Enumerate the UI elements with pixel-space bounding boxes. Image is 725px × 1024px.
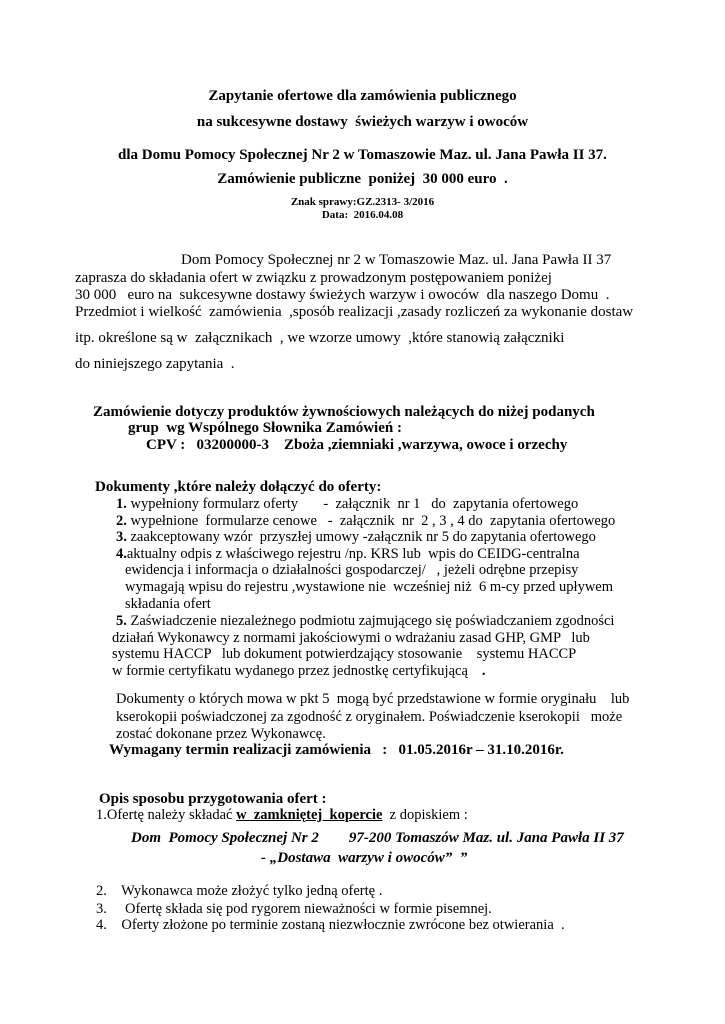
intro-line-4: Przedmiot i wielkość zamówienia ,sposób realizacji ,zasady rozliczeń za wykonanie dostaw xyxy=(75,304,634,320)
title-line-4: Zamówienie publiczne poniżej 30 000 euro . xyxy=(217,171,508,187)
point-text: z dopiskiem : xyxy=(382,807,468,823)
documents-item-5 xyxy=(116,614,614,629)
case-number: Znak sprawy:GZ.2313- 3/2016 xyxy=(290,196,435,208)
envelope-address: Dom Pomocy Społecznej Nr 2 97-200 Tomaszów Maz. ul. Jana Pawła II 37 xyxy=(131,830,624,846)
item-number: 2. xyxy=(116,513,127,529)
item-text: w formie certyfikatu wydanego przez jednostkę certyfikującą xyxy=(112,663,468,679)
documents-item-3 xyxy=(116,530,596,545)
item-number: 5. xyxy=(116,613,127,629)
preparation-point-1 xyxy=(96,808,468,823)
documents-item-1 xyxy=(116,497,578,512)
cpv-code: CPV : 03200000-3 Zboża ,ziemniaki ,warzywa, owoce i orzechy xyxy=(146,437,568,453)
point-text: 1.Ofertę należy składać xyxy=(96,807,237,823)
item-number: 3. xyxy=(116,529,127,545)
cpv-line-2: grup wg Wspólnego Słownika Zamówień : xyxy=(128,420,402,436)
documents-item-2 xyxy=(116,514,615,529)
intro-line-3: 30 000 euro na sukcesywne dostawy świeżych warzyw i owoców dla naszego Domu . xyxy=(75,287,610,303)
title-line-3: dla Domu Pomocy Społecznej Nr 2 w Tomaszowie Maz. ul. Jana Pawła II 37. xyxy=(118,147,607,163)
documents-note-1: Dokumenty o których mowa w pkt 5 mogą być przedstawione w formie oryginału lub xyxy=(116,691,630,707)
documents-note-2: kserokopii poświadczonej za zgodność z oryginałem. Poświadczenie kserokopii może xyxy=(116,709,623,725)
documents-item-4-cont-3: składania ofert xyxy=(125,596,211,612)
title-line-1: Zapytanie ofertowe dla zamówienia publicznego xyxy=(208,88,517,104)
documents-item-5-cont-1: działań Wykonawcy z normami jakościowymi o wdrażaniu zasad GHP, GMP lub xyxy=(112,630,590,646)
title-line-2: na sukcesywne dostawy świeżych warzyw i owoców xyxy=(196,114,529,130)
documents-heading: Dokumenty ,które należy dołączyć do oferty: xyxy=(95,479,382,495)
item-text: Zaświadczenie niezależnego podmiotu zajmującego się poświadczaniem zgodności xyxy=(126,613,615,629)
documents-item-4-cont-2: wymagają wpisu do rejestru ,wystawione nie wcześniej niż 6 m-cy przed upływem xyxy=(125,579,614,595)
intro-line-2: zaprasza do składania ofert w związku z prowadzonym postępowaniem poniżej xyxy=(75,270,552,286)
documents-item-4 xyxy=(116,547,580,562)
intro-line-6: do niniejszego zapytania . xyxy=(75,356,235,372)
item-number: 1. xyxy=(116,496,127,512)
cpv-line-1: Zamówienie dotyczy produktów żywnościowych należących do niżej podanych xyxy=(93,404,595,420)
preparation-point-4: 4. Oferty złożone po terminie zostaną niezwłocznie zwrócone bez otwierania . xyxy=(96,917,565,933)
preparation-heading: Opis sposobu przygotowania ofert : xyxy=(99,791,327,807)
item-number: 4. xyxy=(116,546,127,562)
document-date: Data: 2016.04.08 xyxy=(321,209,404,221)
preparation-point-2: 2. Wykonawca może złożyć tylko jedną ofertę . xyxy=(96,883,383,899)
item-text: wypełnione formularze cenowe - załącznik nr 2 , 3 , 4 do zapytania ofertowego xyxy=(126,513,616,529)
documents-note-3: zostać dokonane przez Wykonawcę. xyxy=(116,726,326,742)
intro-line-5: itp. określone są w załącznikach , we wzorze umowy ,które stanowią załączniki xyxy=(75,330,565,346)
item-text: wypełniony formularz oferty - załącznik nr 1 do zapytania ofertowego xyxy=(126,496,579,512)
documents-item-4-cont-1: ewidencja i informacja o działalności gospodarczej/ , jeżeli odrębne przepisy xyxy=(125,562,579,578)
item-text: aktualny odpis z właściwego rejestru /np. KRS lub wpis do CEIDG-centralna xyxy=(126,546,580,562)
sealed-envelope-text: w zamkniętej kopercie xyxy=(236,807,383,823)
item-text: zaakceptowany wzór przyszłej umowy -załącznik nr 5 do zapytania ofertowego xyxy=(126,529,596,545)
documents-item-5-cont-3 xyxy=(112,664,486,679)
item-end-dot: . xyxy=(481,663,486,679)
preparation-point-3: 3. Ofertę składa się pod rygorem nieważności w formie pisemnej. xyxy=(96,901,492,917)
realization-deadline: Wymagany termin realizacji zamówienia : 01.05.2016r – 31.10.2016r. xyxy=(109,742,564,758)
intro-line-1: Dom Pomocy Społecznej nr 2 w Tomaszowie Maz. ul. Jana Pawła II 37 xyxy=(181,252,612,268)
documents-item-5-cont-2: systemu HACCP lub dokument potwierdzający stosowanie systemu HACCP xyxy=(112,646,577,662)
envelope-label: - „Dostawa warzyw i owoców” ” xyxy=(261,850,468,866)
